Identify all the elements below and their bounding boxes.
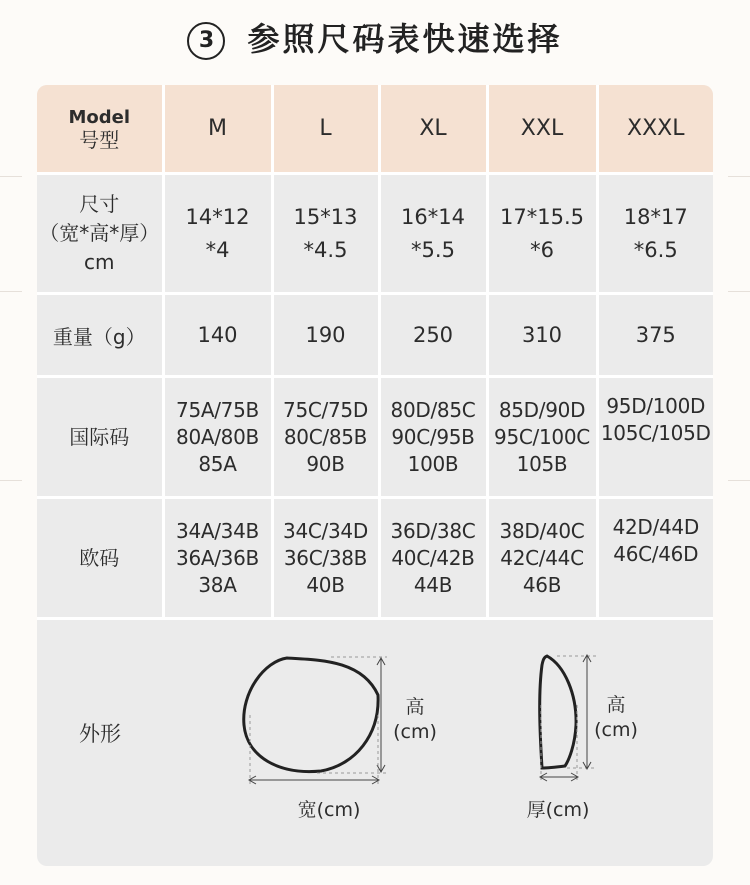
side-thickness-label: 厚(cm) (526, 799, 590, 821)
edge-divider (728, 291, 750, 292)
weight-cell: 310 (487, 294, 597, 377)
weight-cell: 250 (379, 294, 487, 377)
international-size-cell: 75C/75D 80C/85B 90B (272, 377, 379, 498)
edge-divider (728, 176, 750, 177)
dimensions-cell: 18*17 *6.5 (597, 174, 713, 294)
dimensions-cell: 15*13 *4.5 (272, 174, 379, 294)
page-title (0, 14, 750, 60)
front-width-label: 宽(cm) (297, 799, 361, 821)
page-title-text: 参照尺码表快速选择 (247, 20, 563, 58)
edge-divider (0, 176, 22, 177)
size-header-xxl: XXL (487, 85, 597, 174)
international-size-cell: 95D/100D 105C/105D (597, 377, 713, 498)
side-height-unit: (cm) (594, 719, 638, 741)
dimensions-label: 尺寸 （宽*高*厚） cm (37, 174, 163, 294)
shape-diagram (37, 85, 713, 866)
european-size-cell: 36D/38C 40C/42B 44B (379, 498, 487, 619)
international-size-label: 国际码 (37, 377, 163, 498)
weight-cell: 140 (163, 294, 272, 377)
european-size-cell: 34C/34D 36C/38B 40B (272, 498, 379, 619)
weight-cell: 375 (597, 294, 713, 377)
dimensions-cell: 17*15.5 *6 (487, 174, 597, 294)
model-label-cn: 号型 (79, 127, 120, 152)
size-header-xl: XL (379, 85, 487, 174)
european-size-label: 欧码 (37, 498, 163, 619)
step-number-badge: 3 (187, 22, 225, 60)
international-size-cell: 85D/90D 95C/100C 105B (487, 377, 597, 498)
front-height-label: 高 (405, 696, 425, 718)
size-header-xxxl: XXXL (597, 85, 713, 174)
weight-label: 重量（g） (37, 294, 163, 377)
international-size-cell: 75A/75B 80A/80B 85A (163, 377, 272, 498)
european-size-cell: 34A/34B 36A/36B 38A (163, 498, 272, 619)
dimensions-cell: 16*14 *5.5 (379, 174, 487, 294)
european-size-cell: 42D/44D 46C/46D (597, 498, 713, 619)
weight-cell: 190 (272, 294, 379, 377)
edge-divider (0, 480, 22, 481)
size-chart-card (37, 85, 713, 866)
front-height-unit: (cm) (393, 721, 437, 743)
size-header-l: L (272, 85, 379, 174)
side-view-outline (540, 656, 576, 768)
european-size-cell: 38D/40C 42C/44C 46B (487, 498, 597, 619)
side-height-label: 高 (606, 694, 626, 716)
edge-divider (728, 480, 750, 481)
edge-divider (0, 291, 22, 292)
dimensions-cell: 14*12 *4 (163, 174, 272, 294)
model-label-en: Model (68, 106, 131, 128)
shape-label: 外形 (79, 722, 121, 746)
front-view-outline (244, 658, 378, 772)
size-header-m: M (163, 85, 272, 174)
international-size-cell: 80D/85C 90C/95B 100B (379, 377, 487, 498)
